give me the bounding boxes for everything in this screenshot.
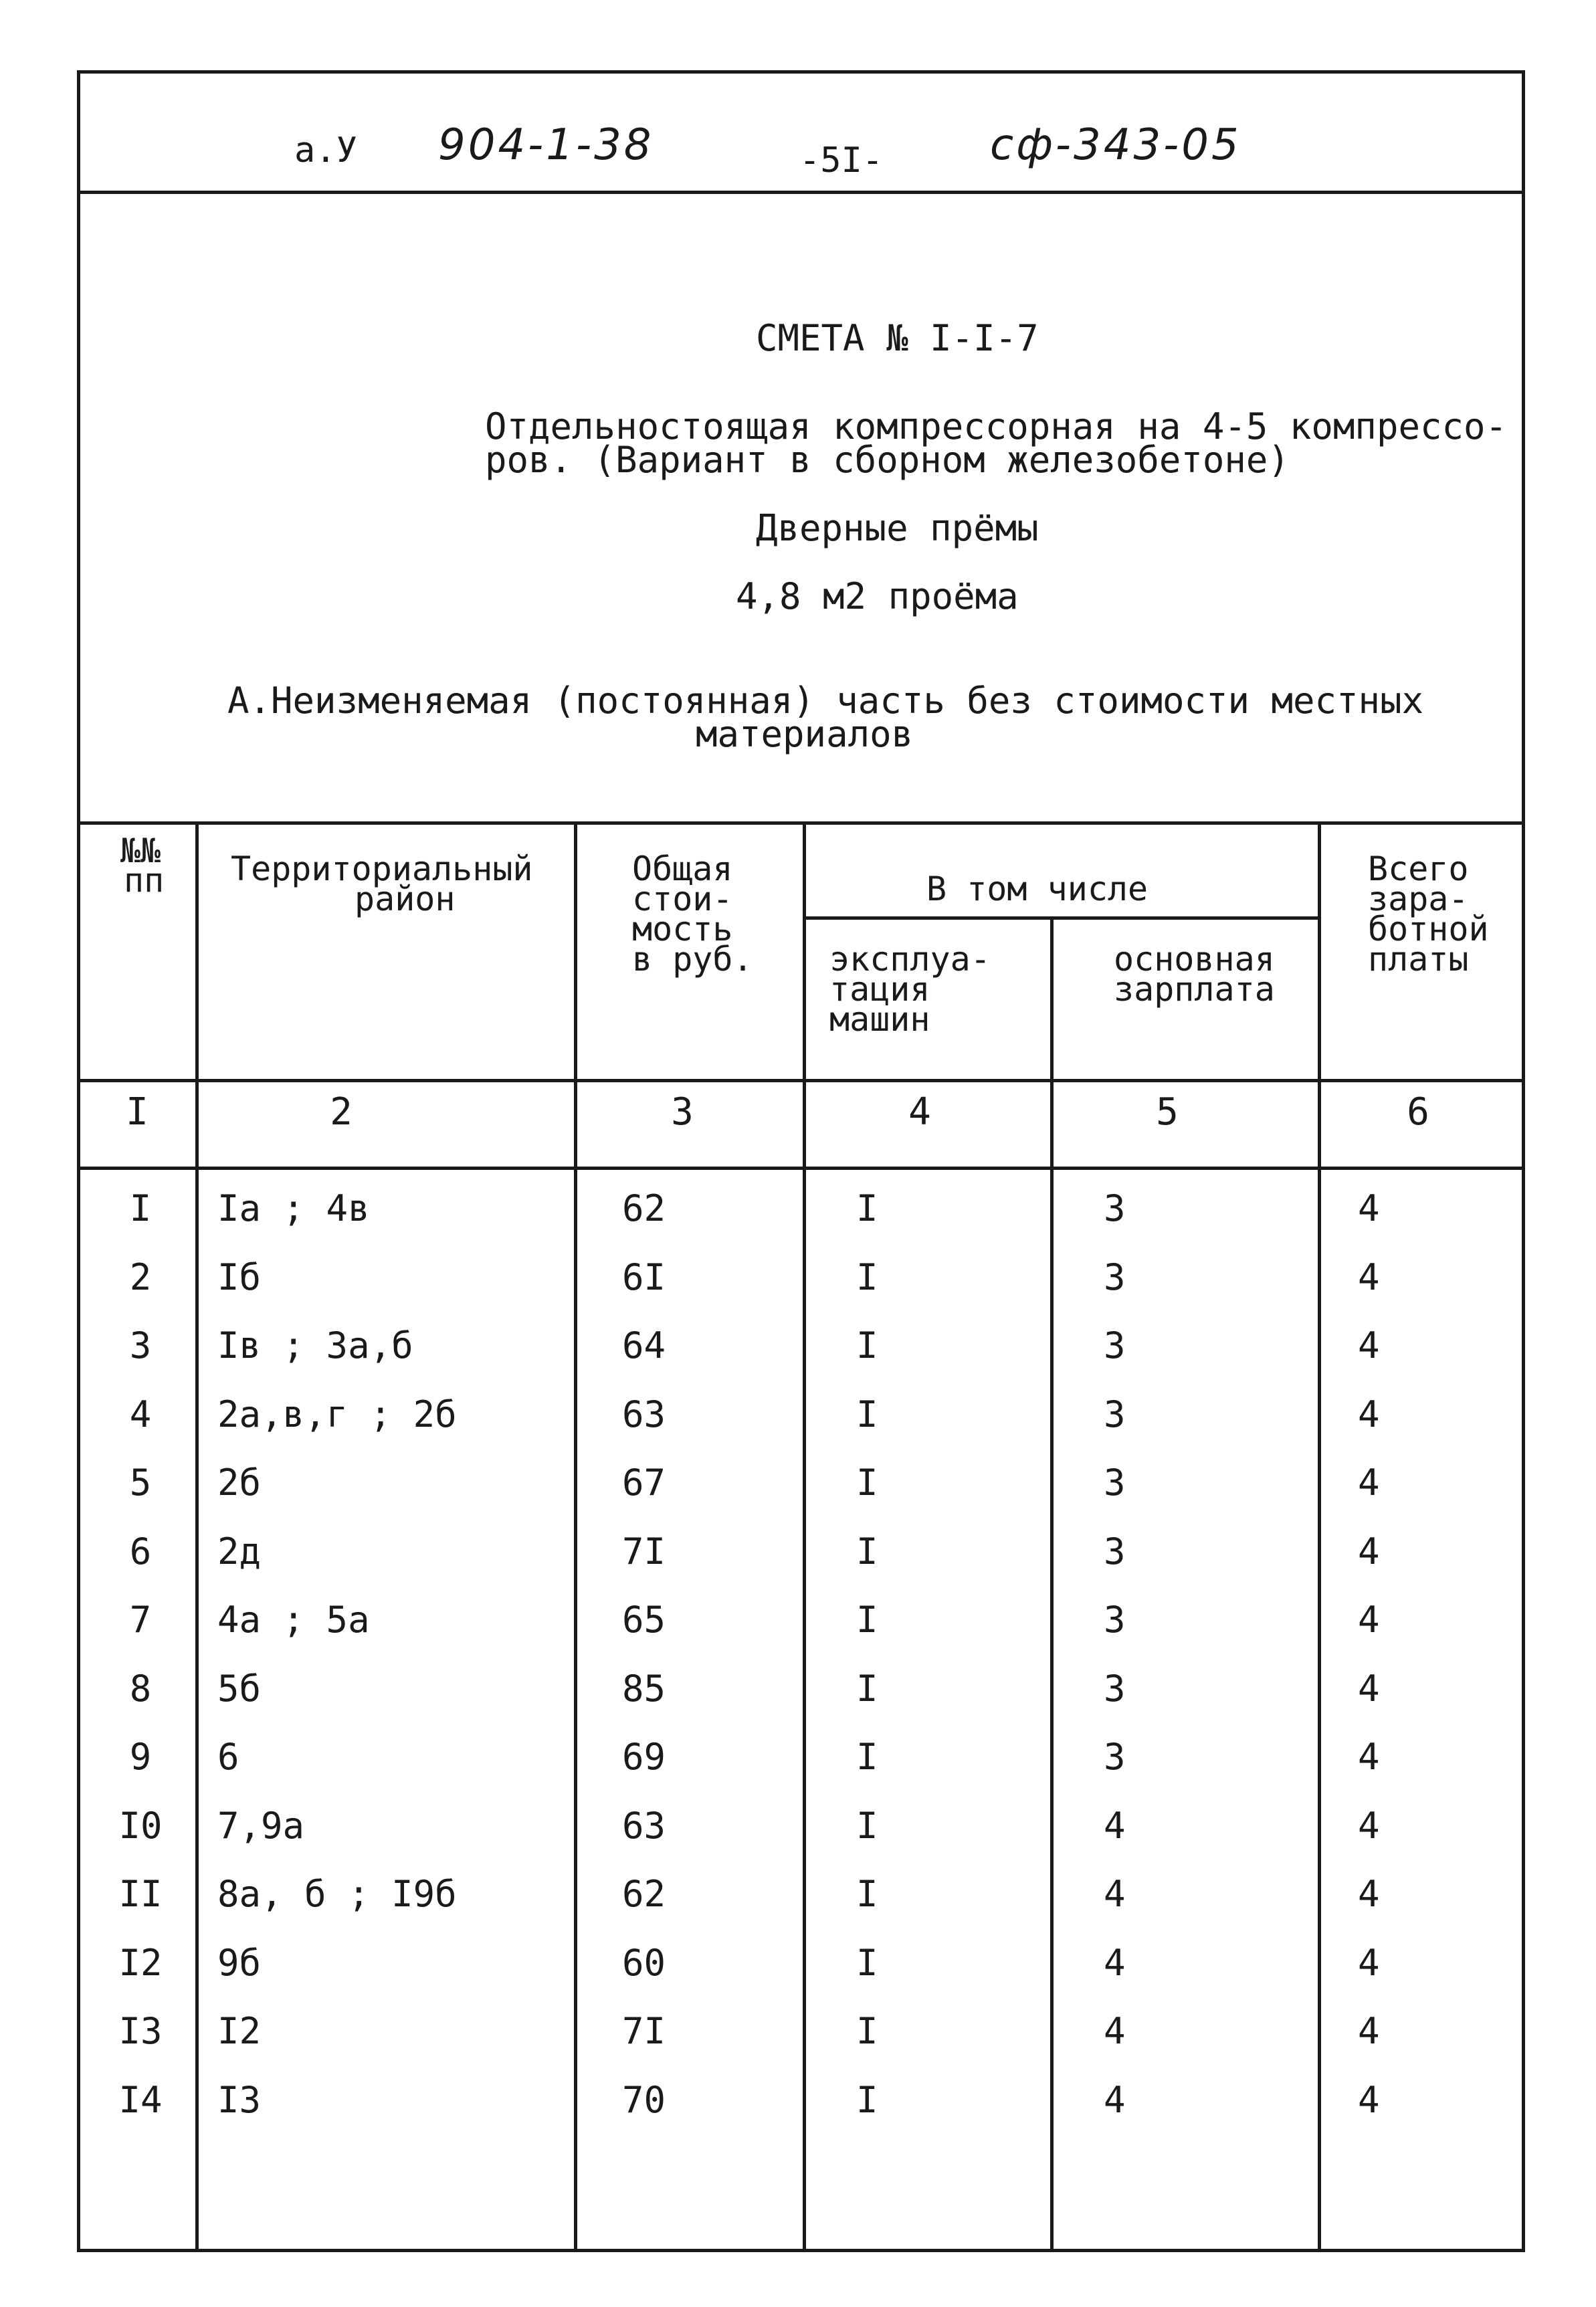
header-total-2: стои- [632,880,733,918]
cell-wages: 4 [1358,1187,1380,1229]
cell-salary: 3 [1104,1187,1126,1229]
cell-total: 6I [622,1256,666,1298]
cell-region: 8а, б ; I9б [217,1873,457,1915]
cell-n: 6 [129,1530,152,1573]
header-num-1: №№ [120,831,161,870]
cell-wages: 4 [1358,1462,1380,1504]
group-header-line [803,916,1318,920]
col-divider-3 [803,821,806,2249]
header-wages-4: платы [1368,940,1469,979]
cell-wages: 4 [1358,1804,1380,1847]
cell-salary: 3 [1104,1530,1126,1573]
column-numbers-line [77,1167,1525,1170]
cell-salary: 3 [1104,1256,1126,1298]
header-group: В том числе [926,870,1149,908]
cell-wages: 4 [1358,1941,1380,1984]
cell-machines: I [856,1256,878,1298]
cell-n: I [129,1187,152,1229]
cell-region: Iб [217,1256,262,1298]
cell-salary: 3 [1104,1736,1126,1778]
cell-region: 6 [217,1736,239,1778]
cell-region: I2 [217,2010,262,2052]
header-bottom-line [77,1079,1525,1082]
cell-salary: 4 [1104,2010,1126,2052]
cell-salary: 3 [1104,1599,1126,1641]
cell-salary: 3 [1104,1667,1126,1710]
cell-machines: I [856,1804,878,1847]
cell-salary: 4 [1104,1941,1126,1984]
header-machines-2: тация [829,970,930,1009]
cell-machines: I [856,2078,878,2121]
col-divider-4 [1050,916,1054,2249]
cell-salary: 4 [1104,1804,1126,1847]
col-divider-5 [1318,821,1321,2249]
cell-machines: I [856,1530,878,1573]
cell-wages: 4 [1358,1599,1380,1641]
cell-wages: 4 [1358,1736,1380,1778]
header-wages-2: зара- [1368,880,1469,918]
cell-wages: 4 [1358,2078,1380,2121]
cell-wages: 4 [1358,1256,1380,1298]
cell-region: 5б [217,1667,262,1710]
column-number-3: 3 [671,1090,694,1134]
cell-wages: 4 [1358,1873,1380,1915]
part-heading-line-1: А.Неизменяемая (постоянная) часть без стоимости местных [227,680,1424,722]
col-divider-1 [195,821,199,2249]
cell-total: 67 [622,1462,666,1504]
header-wages-3: ботной [1368,910,1489,948]
column-number-1: I [126,1090,148,1134]
cell-n: I2 [118,1941,163,1984]
cell-machines: I [856,1736,878,1778]
column-number-4: 4 [908,1090,931,1134]
cell-total: 62 [622,1187,666,1229]
cell-n: 7 [129,1599,152,1641]
header-total-1: Общая [632,849,733,888]
cell-machines: I [856,1667,878,1710]
document-sheet [77,70,1525,2252]
header-region-2: район [355,880,456,918]
project-code: 904-1-38 [438,120,654,170]
header-total-3: мость [632,910,733,948]
cell-total: 7I [622,2010,666,2052]
cell-total: 70 [622,2078,666,2121]
cell-salary: 4 [1104,1873,1126,1915]
unit-of-measure: 4,8 м2 проёма [736,575,1019,617]
cell-total: 85 [622,1667,666,1710]
header-salary-2: зарплата [1114,970,1275,1009]
cell-machines: I [856,1462,878,1504]
cell-total: 7I [622,1530,666,1573]
cell-region: I3 [217,2078,262,2121]
cell-region: 2а,в,г ; 2б [217,1393,457,1435]
cell-machines: I [856,2010,878,2052]
cell-salary: 3 [1104,1324,1126,1367]
header-wages-1: Всего [1368,849,1469,888]
cell-wages: 4 [1358,1667,1380,1710]
cell-machines: I [856,1873,878,1915]
cell-wages: 4 [1358,1530,1380,1573]
header-salary-1: основная [1114,940,1275,979]
column-number-2: 2 [330,1090,353,1134]
cell-n: 2 [129,1256,152,1298]
cell-total: 63 [622,1804,666,1847]
subtitle-line-2: ров. (Вариант в сборном железобетоне) [485,439,1290,481]
cell-wages: 4 [1358,1393,1380,1435]
cell-n: I4 [118,2078,163,2121]
cell-region: 2д [217,1530,262,1573]
cell-salary: 4 [1104,2078,1126,2121]
cell-total: 65 [622,1599,666,1641]
page-number: -5I- [799,140,884,181]
cell-total: 60 [622,1941,666,1984]
cell-wages: 4 [1358,1324,1380,1367]
part-heading-line-2: материалов [696,713,914,755]
cell-region: Iв ; 3а,б [217,1324,413,1367]
cell-n: 3 [129,1324,152,1367]
cell-region: Iа ; 4в [217,1187,370,1229]
cell-total: 62 [622,1873,666,1915]
cell-n: I0 [118,1804,163,1847]
cell-salary: 3 [1104,1462,1126,1504]
cell-n: 9 [129,1736,152,1778]
cell-machines: I [856,1941,878,1984]
header-divider [77,191,1525,194]
cell-n: 8 [129,1667,152,1710]
estimate-title: СМЕТА № I-I-7 [756,317,1039,359]
code-prefix: а.У [294,130,357,171]
cell-region: 9б [217,1941,262,1984]
table-top-line [77,821,1525,825]
col-divider-2 [574,821,577,2249]
cell-machines: I [856,1599,878,1641]
header-num-2: пп [124,861,165,900]
header-region-1: Территориальный [231,849,533,888]
cell-total: 63 [622,1393,666,1435]
cell-region: 2б [217,1462,262,1504]
header-total-4: в руб. [632,940,753,979]
cell-salary: 3 [1104,1393,1126,1435]
column-number-6: 6 [1407,1090,1429,1134]
header-machines-3: машин [829,1000,930,1039]
cell-total: 69 [622,1736,666,1778]
cell-n: 5 [129,1462,152,1504]
cell-wages: 4 [1358,2010,1380,2052]
cell-n: II [118,1873,163,1915]
cell-machines: I [856,1187,878,1229]
cell-machines: I [856,1324,878,1367]
sheet-code: сф-343-05 [990,120,1241,170]
cell-region: 7,9а [217,1804,305,1847]
cell-n: I3 [118,2010,163,2052]
column-number-5: 5 [1156,1090,1179,1134]
section-name: Дверные прёмы [756,507,1039,549]
cell-total: 64 [622,1324,666,1367]
subtitle-line-1: Отдельностоящая компрессорная на 4-5 компрессо- [485,405,1508,447]
cell-region: 4а ; 5а [217,1599,370,1641]
cell-n: 4 [129,1393,152,1435]
cell-machines: I [856,1393,878,1435]
header-machines-1: эксплуа- [829,940,991,979]
